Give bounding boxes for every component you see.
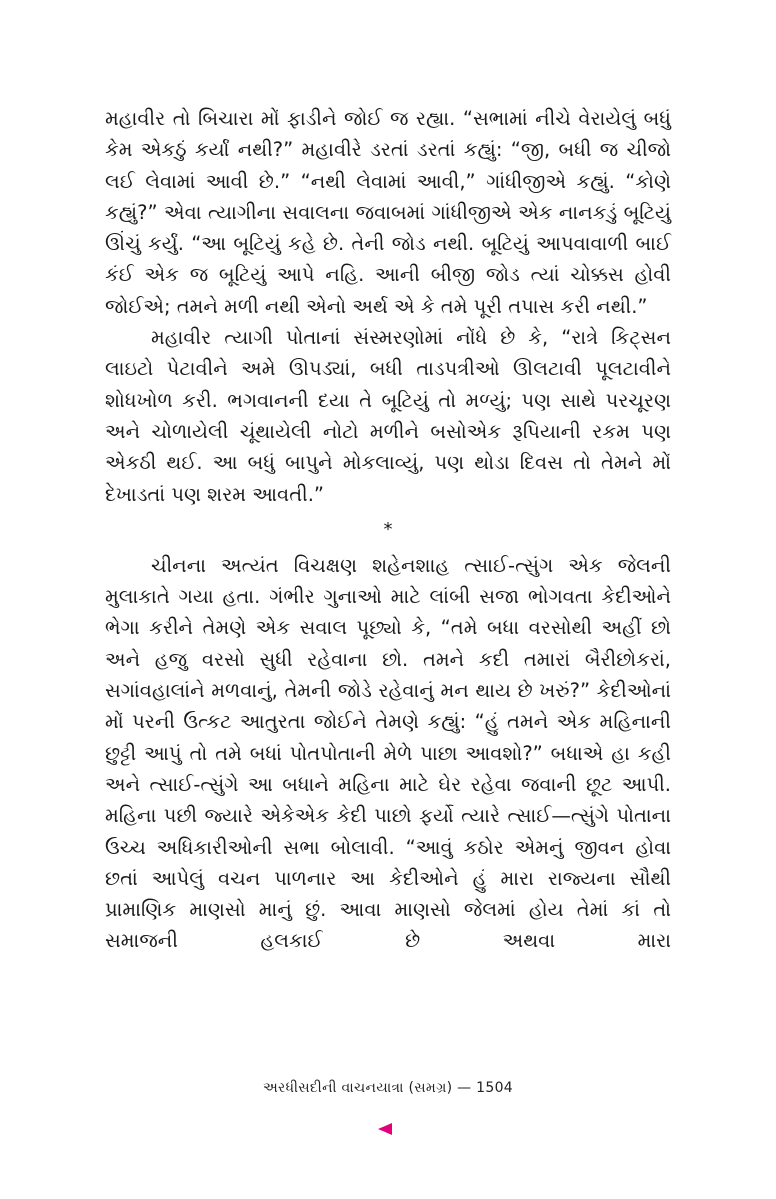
- paragraph-1: મહાવીર તો બિચારા મોં ફાડીને જોઈ જ રહ્યા. “સભામાં નીચે વેરાયેલું બધું કેમ એકઠું કર્યાં નથી?” મહાવીરે ડરતાં ડરતાં કહ્યું: “જી, બધી જ ચીજો લઈ લેવામાં આવી છે.” “નથી લેવામાં આવી,” ગાંધીજીએ કહ્યું. “કોણે કહ્યું?” એવા ત્યાગીના સવાલના જવાબમાં ગાંધીજીએ એક નાનકડું બૂટિયું ઊંચું કર્યું. “આ બૂટિયું કહે છે. તેની જોડ નથી. બૂટિયું આપવાવાળી બાઈ કંઈ એક જ બૂટિયું આપે નહિ. આની બીજી જોડ ત્યાં ચોક્કસ હોવી જોઈએ; તમને મળી નથી એનો અર્થ એ કે તમે પૂરી તપાસ કરી નથી.”: [105, 107, 671, 318]
- page-body: [105, 103, 671, 957]
- paragraph-3: ચીનના અત્યંત વિચક્ષણ શહેનશાહ ત્સાઈ-ત્સુંગ એક જેલની મુલાકાતે ગયા હતા. ગંભીર ગુનાઓ માટે લાંબી સજા ભોગવતા કેદીઓને ભેગા કરીને તેમણે એક સવાલ પૂછ્યો કે, “તમે બધા વરસોથી અહીં છો અને હજુ વરસો સુધી રહેવાના છો. તમને કદી તમારાં બૈરીછોકરાં, સગાંવહાલાંને મળવાનું, તેમની જોડે રહેવાનું મન થાય છે ખરું?” કેદીઓનાં મોં પરની ઉત્કટ આતુરતા જોઈને તેમણે કહ્યું: “હું તમને એક મહિનાની છુટ્ટી આપું તો તમે બધાં પોતપોતાની મેળે પાછા આવશો?” બધાએ હા કહી અને ત્સાઈ-ત્સુંગે આ બધાને મહિના માટે ઘેર રહેવા જવાની છૂટ આપી. મહિના પછી જ્યારે એકેએક કેદી પાછો ફર્યો ત્યારે ત્સાઈ—ત્સુંગે પોતાના ઉચ્ચ અધિકારીઓની સભા બોલાવી. “આવું કઠોર એમનું જીવન હોવા છતાં આપેલું વચન પાળનાર આ કેદીઓને હું મારા રાજ્યના સૌથી પ્રામાણિક માણસો માનું છું. આવા માણસો જેલમાં હોય તેમાં કાં તો સમાજની હલકાઈ છે અથવા મારા: [105, 553, 671, 953]
- section-separator: *: [383, 518, 393, 540]
- paragraph-2: મહાવીર ત્યાગી પોતાનાં સંસ્મરણોમાં નોંધે છે કે, “રાત્રે કિટ્સન લાઇટો પેટાવીને અમે ઊપડ્યાં, બધી તાડપત્રીઓ ઊલટાવી પૂલટાવીને શોધખોળ કરી. ભગવાનની દયા તે બૂટિયું તો મળ્યું; પણ સાથે પરચૂરણ અને ચોળાયેલી ચૂંથાયેલી નોટો મળીને બસોએક રૂપિયાની રકમ પણ એકઠી થઈ. આ બધું બાપુને મોકલાવ્યું, પણ થોડા દિવસ તો તેમને મોં દેખાડતાં પણ શરમ આવતી.”: [105, 326, 671, 506]
- previous-page-icon[interactable]: [378, 1123, 392, 1135]
- running-footer: અરધીસદીની વાચનયાત્રા (સમગ્ર) — 1504: [262, 1080, 514, 1096]
